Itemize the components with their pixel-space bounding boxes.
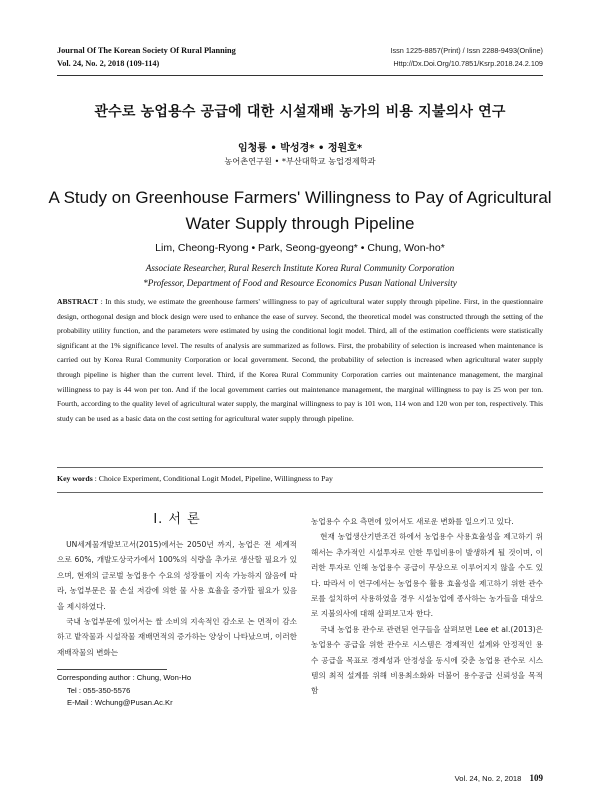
abstract-divider <box>57 467 543 468</box>
section-heading: I. 서 론 <box>153 512 201 527</box>
issn-block <box>390 44 543 70</box>
paragraph: 현재 농업생산기반조건 하에서 농업용수 사용효율성을 제고하기 위해서는 추가적인 시설투자로 인한 투입비용이 발생하게 될 것이며, 이러한 투자로 인해 농업용수 공급이 무상으로 이루어지지 않을 수도 있다. 따라서 이 연구에서는 농업용수 활용 효율성을 제고하기 위한 관수로를 설치하여 사용하였을 경우 시설농업에 종사하는 농가들을 대상으로 지불의사에 대해 살펴보고자 한다. <box>311 532 543 619</box>
affiliation-line2: *Professor, Department of Food and Resource Economics Pusan National University <box>143 278 457 288</box>
paragraph: UN세계물개발보고서(2015)에서는 2050년 까지, 농업은 전 세계적으로 60%, 개발도상국가에서 100%의 식량을 추가로 생산할 필요가 있으며, 현재의 글로벌 농업용수 수요의 성장률이 지속 가능하지 않음에 따라, 농업부문은 물 손실 저감에 의한 물 사용 효율을 증가할 필요가 있음을 제시하였다. <box>57 540 297 611</box>
journal-header <box>57 44 236 70</box>
footnote <box>57 672 191 710</box>
email: E-Mail : Wchung@Pusan.Ac.Kr <box>67 698 173 708</box>
paragraph: 국내 농업부문에 있어서는 쌀 소비의 지속적인 감소로 논 면적이 감소하고 밭작물과 시설작물 재배면적의 증가하는 양상이 나타났으며, 이러한 재배작물의 변화는 <box>57 617 297 657</box>
keywords-text: : Choice Experiment, Conditional Logit Model, Pipeline, Willingness to Pay <box>92 474 333 483</box>
paragraph: 농업용수 수요 측면에 있어서도 새로운 변화를 일으키고 있다. <box>311 517 514 526</box>
keywords-divider <box>57 492 543 493</box>
issn-text: Issn 1225-8857(Print) / Issn 2288-9493(Online) <box>390 46 543 55</box>
korean-affiliation: 농어촌연구원 • *부산대학교 농업경제학과 <box>224 156 376 166</box>
header-divider <box>57 75 543 76</box>
paragraph: 국내 농업용 관수로 관련된 연구들을 살펴보면 Lee et al.(2013)은 농업용수 공급을 위한 관수로 시스템은 경제적인 설계와 안정적인 용수 공급을 목표로 경제성과 안정성을 동시에 갖춘 농업용 관수로 시스템의 최적 설계를 위해 비용최소화와 더불어 용수공급 신뢰성을 목적함 <box>311 624 543 696</box>
affiliation-line1: Associate Researcher, Rural Reserch Institute Korea Rural Community Corporation <box>145 263 455 273</box>
english-affiliations <box>0 261 600 291</box>
left-column <box>57 508 297 660</box>
corresponding-author: Corresponding author : Chung, Won-Ho <box>57 673 192 682</box>
footnote-divider <box>57 669 167 670</box>
abstract-label: ABSTRACT <box>57 297 99 306</box>
page-footer <box>455 773 543 783</box>
english-title-line1: A Study on Greenhouse Farmers' Willingness to Pay of Agricultural <box>48 188 552 207</box>
korean-title: 관수로 농업용수 공급에 대한 시설재배 농가의 비용 지불의사 연구 <box>94 104 506 120</box>
english-title <box>0 185 600 237</box>
abstract-text: : In this study, we estimate the greenhouse farmers' willingness to pay of agricultural water supply through pipeline. First, in the questionnaire design, orthogonal design and block design were used to enhance the ease of survey. Second, the theoretical model was constructed through the setting of the probability utility function, and the parameters were estimated by using the conditional logit model. Third, all of the estimation coefficients were statistically significant at the 1% significance level. The results of analysis are summarized as follows. First, the probability of selection is increased when maintenance is carried out by Korea Rural Community Corporation or local government. Second, the probability of selection is increased when agricultural water supply through pipeline is higher than the current level. Third, if the Korea Rural Community Corporation carries out maintenance management, the marginal willingness to pay is 44 won per ton. And if the local government carries out maintenance management, the marginal willingness to pay is 25 won per ton. Fourth, according to the quality level of agricultural water supply, the marginal willingness to pay is 101 won, 114 won and 120 won per ton, respectively. This study can be used as a basic data on the cost setting for agricultural water supply through pipeline. <box>57 297 543 423</box>
volume-issue: Vol. 24, No. 2, 2018 (109-114) <box>57 59 160 68</box>
telephone: Tel : 055-350-5576 <box>67 685 131 695</box>
english-title-line2: Water Supply through Pipeline <box>185 214 415 233</box>
page-number: 109 <box>529 773 543 783</box>
right-column <box>311 514 543 699</box>
footer-volume: Vol. 24, No. 2, 2018 <box>454 774 522 783</box>
keywords <box>57 474 333 483</box>
abstract <box>57 295 543 426</box>
journal-name: Journal Of The Korean Society Of Rural Planning <box>57 46 236 55</box>
english-authors: Lim, Cheong-Ryong • Park, Seong-gyeong* • Chung, Won-ho* <box>155 242 445 254</box>
keywords-label: Key words <box>57 474 93 483</box>
doi-text: Http://Dx.Doi.Org/10.7851/Ksrp.2018.24.2.109 <box>393 59 543 68</box>
korean-authors: 임청룡 • 박성경* • 정원호* <box>237 143 363 154</box>
